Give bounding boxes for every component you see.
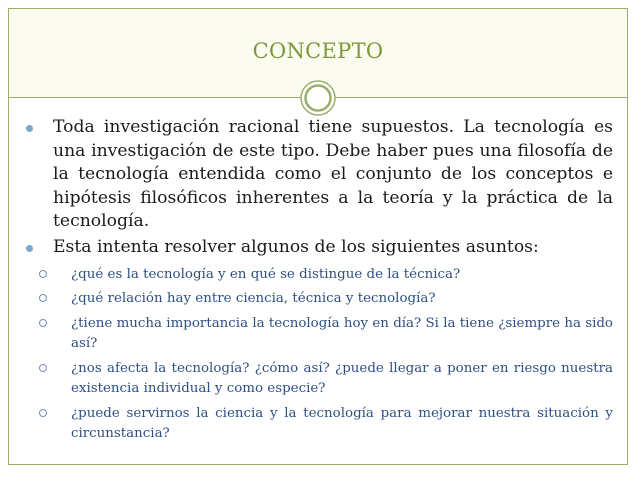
slide-title: CONCEPTO bbox=[252, 39, 384, 63]
circle-bullet-icon bbox=[39, 409, 47, 417]
bullet-dot-icon bbox=[26, 125, 33, 132]
slide-content bbox=[23, 116, 613, 449]
bullet-text: Toda investigación racional tiene supuestos. La tecnología es una investigación de este tipo. Debe haber pues una filosofía de la tecnología entendida como el conjunto de los conceptos e hipótesis filosóficos inherentes a la teoría y la práctica de la tecnología. bbox=[53, 117, 613, 232]
slide bbox=[8, 8, 628, 465]
circle-bullet-icon bbox=[39, 294, 47, 302]
circle-ornament-icon bbox=[300, 80, 336, 116]
sub-bullet-item bbox=[23, 314, 613, 355]
circle-bullet-icon bbox=[39, 270, 47, 278]
bullet-dot-icon bbox=[26, 245, 33, 252]
sub-bullet-text: ¿qué relación hay entre ciencia, técnica y tecnología? bbox=[71, 291, 436, 307]
bullet-text: Esta intenta resolver algunos de los siguientes asuntos: bbox=[53, 236, 539, 257]
sub-bullet-item bbox=[23, 265, 613, 286]
bullet-item bbox=[23, 236, 613, 260]
bullet-item bbox=[23, 116, 613, 234]
sub-bullet-item bbox=[23, 404, 613, 445]
circle-bullet-icon bbox=[39, 364, 47, 372]
sub-bullet-item bbox=[23, 359, 613, 400]
sub-bullet-text: ¿puede servirnos la ciencia y la tecnología para mejorar nuestra situación y circunstancia? bbox=[71, 405, 613, 442]
sub-bullet-text: ¿tiene mucha importancia la tecnología hoy en día? Si la tiene ¿siempre ha sido así? bbox=[71, 315, 613, 352]
sub-bullet-list bbox=[23, 265, 613, 445]
circle-bullet-icon bbox=[39, 319, 47, 327]
sub-bullet-text: ¿nos afecta la tecnología? ¿cómo así? ¿puede llegar a poner en riesgo nuestra existencia individual y como especie? bbox=[71, 360, 613, 397]
sub-bullet-item bbox=[23, 289, 613, 310]
sub-bullet-text: ¿qué es la tecnología y en qué se distingue de la técnica? bbox=[71, 266, 461, 282]
